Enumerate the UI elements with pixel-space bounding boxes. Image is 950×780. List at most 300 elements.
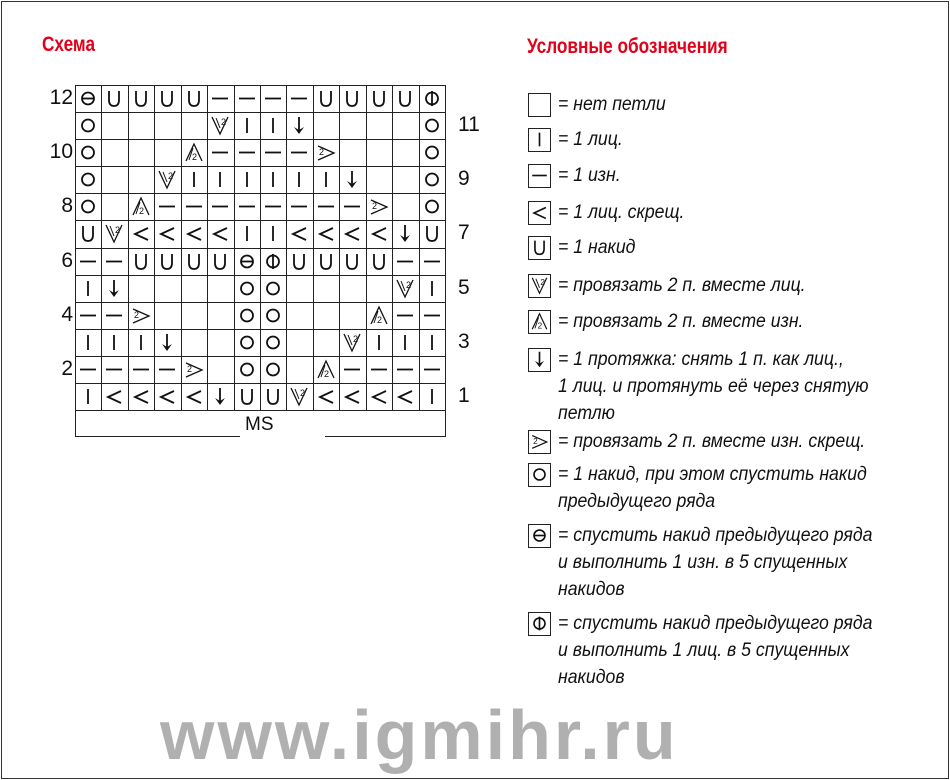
purl-icon bbox=[260, 139, 286, 166]
knit-twisted-icon bbox=[286, 220, 312, 247]
chart-cell-slip-knit-pass bbox=[207, 383, 233, 410]
no-stitch-icon bbox=[181, 302, 207, 329]
chart-cell-yarn-over-drop bbox=[75, 112, 101, 139]
knit-icon bbox=[313, 166, 339, 193]
chart-cell-knit-5-dropped bbox=[260, 248, 286, 275]
row-number: 6 bbox=[61, 248, 73, 272]
yarn-over-drop-icon bbox=[234, 275, 260, 302]
knit-2-together-icon bbox=[529, 275, 550, 296]
chart-cell-knit-twisted bbox=[154, 383, 180, 410]
chart-cell-no-stitch bbox=[207, 329, 233, 356]
purl-icon bbox=[234, 139, 260, 166]
chart-cell-no-stitch bbox=[207, 302, 233, 329]
chart-cell-purl bbox=[313, 193, 339, 220]
chart-cell-no-stitch bbox=[339, 275, 365, 302]
purl-icon bbox=[75, 356, 101, 383]
legend-symbol bbox=[528, 93, 551, 117]
chart-cell-knit bbox=[234, 112, 260, 139]
purl-icon bbox=[234, 193, 260, 220]
purl-2-together-icon bbox=[181, 139, 207, 166]
yarn-over-drop-icon bbox=[260, 302, 286, 329]
slip-knit-pass-icon bbox=[154, 329, 180, 356]
svg-text:2: 2 bbox=[191, 152, 197, 163]
svg-text:2: 2 bbox=[318, 147, 324, 158]
row-number: 10 bbox=[49, 140, 73, 164]
chart-cell-no-stitch bbox=[128, 112, 154, 139]
knit-2-together-icon bbox=[339, 329, 365, 356]
svg-text:2: 2 bbox=[133, 309, 139, 320]
chart-cell-knit-2-together bbox=[286, 383, 312, 410]
chart-cell-knit-2-together bbox=[101, 220, 127, 247]
chart-cell-yarn-over bbox=[286, 248, 312, 275]
grid-line bbox=[234, 85, 235, 410]
legend-text: = 1 изн. bbox=[558, 165, 621, 186]
chart-cell-purl-2-together bbox=[366, 302, 392, 329]
purl-icon bbox=[101, 302, 127, 329]
chart-cell-yarn-over-drop bbox=[234, 356, 260, 383]
chart-cell-knit bbox=[260, 112, 286, 139]
no-stitch-icon bbox=[128, 139, 154, 166]
no-stitch-icon bbox=[339, 139, 365, 166]
chart-cell-no-stitch bbox=[207, 275, 233, 302]
row-number: 1 bbox=[458, 383, 470, 407]
svg-text:2: 2 bbox=[168, 171, 174, 182]
purl-icon bbox=[181, 193, 207, 220]
grid-line bbox=[101, 85, 102, 410]
grid-line bbox=[313, 85, 314, 410]
yarn-over-drop-icon bbox=[75, 193, 101, 220]
chart-cell-yarn-over bbox=[339, 85, 365, 112]
yarn-over-icon bbox=[181, 85, 207, 112]
yarn-over-icon bbox=[313, 85, 339, 112]
yarn-over-icon bbox=[260, 383, 286, 410]
knit-twisted-icon bbox=[313, 383, 339, 410]
chart-cell-no-stitch bbox=[313, 112, 339, 139]
knit-icon bbox=[529, 129, 550, 150]
chart-cell-purl bbox=[366, 356, 392, 383]
no-stitch-icon bbox=[392, 193, 418, 220]
purl-icon bbox=[260, 85, 286, 112]
knit-twisted-icon bbox=[181, 220, 207, 247]
chart-cell-knit-twisted bbox=[286, 220, 312, 247]
purl-icon bbox=[207, 139, 233, 166]
chart-cell-no-stitch bbox=[366, 166, 392, 193]
chart-cell-no-stitch bbox=[286, 302, 312, 329]
chart-cell-knit-twisted bbox=[339, 220, 365, 247]
purl-icon bbox=[101, 356, 127, 383]
no-stitch-icon bbox=[366, 275, 392, 302]
chart-cell-yarn-over-drop bbox=[260, 329, 286, 356]
chart-cell-yarn-over bbox=[392, 85, 418, 112]
yarn-over-drop-icon bbox=[260, 329, 286, 356]
chart-cell-slip-knit-pass bbox=[154, 329, 180, 356]
yarn-over-drop-icon bbox=[419, 112, 445, 139]
no-stitch-icon bbox=[339, 275, 365, 302]
chart-cell-no-stitch bbox=[181, 329, 207, 356]
knit-twisted-icon bbox=[392, 383, 418, 410]
chart-cell-knit-2-together bbox=[339, 329, 365, 356]
chart-cell-no-stitch bbox=[366, 139, 392, 166]
knit-2-together-icon bbox=[154, 166, 180, 193]
legend-text: = спустить накид предыдущего ряда и выполнить 1 лиц. в 5 спущенных накидов bbox=[558, 613, 873, 688]
repeat-label: MS bbox=[245, 414, 274, 435]
purl-icon bbox=[286, 85, 312, 112]
no-stitch-icon bbox=[286, 329, 312, 356]
legend-symbol bbox=[528, 274, 551, 298]
chart-cell-yarn-over bbox=[366, 85, 392, 112]
yarn-over-icon bbox=[392, 85, 418, 112]
chart-cell-no-stitch bbox=[101, 112, 127, 139]
purl-icon bbox=[207, 85, 233, 112]
chart-cell-knit-twisted bbox=[128, 220, 154, 247]
legend-heading: Условные обозначения bbox=[527, 35, 728, 58]
yarn-over-icon bbox=[75, 220, 101, 247]
grid-line bbox=[207, 85, 208, 410]
yarn-over-drop-icon bbox=[234, 329, 260, 356]
grid-line bbox=[75, 410, 446, 411]
chart-cell-slip-knit-pass bbox=[392, 220, 418, 247]
no-stitch-icon bbox=[181, 329, 207, 356]
chart-cell-no-stitch bbox=[366, 275, 392, 302]
chart-cell-no-stitch bbox=[313, 302, 339, 329]
chart-cell-purl bbox=[339, 193, 365, 220]
legend-symbol bbox=[528, 128, 551, 152]
chart-cell-purl bbox=[339, 356, 365, 383]
svg-text:2: 2 bbox=[371, 201, 377, 212]
chart-cell-purl bbox=[260, 193, 286, 220]
purl-2-together-twisted-icon bbox=[366, 193, 392, 220]
chart-cell-purl-2-together bbox=[181, 139, 207, 166]
chart-cell-purl bbox=[392, 248, 418, 275]
knit-5-dropped-icon bbox=[529, 613, 550, 634]
chart-cell-knit-twisted bbox=[313, 220, 339, 247]
chart-cell-yarn-over-drop bbox=[234, 275, 260, 302]
legend-text: = провязать 2 п. вместе изн. bbox=[558, 311, 804, 332]
purl-icon bbox=[75, 302, 101, 329]
yarn-over-icon bbox=[128, 85, 154, 112]
chart-cell-purl bbox=[234, 139, 260, 166]
purl-icon bbox=[260, 193, 286, 220]
yarn-over-drop-icon bbox=[75, 166, 101, 193]
knit-icon bbox=[75, 329, 101, 356]
yarn-over-drop-icon bbox=[234, 356, 260, 383]
purl-icon bbox=[392, 302, 418, 329]
chart-cell-knit-twisted bbox=[181, 220, 207, 247]
grid-line bbox=[445, 85, 446, 437]
no-stitch-icon bbox=[339, 302, 365, 329]
chart-cell-knit-twisted bbox=[339, 383, 365, 410]
purl-2-together-twisted-icon bbox=[313, 139, 339, 166]
chart-cell-knit bbox=[419, 275, 445, 302]
chart-cell-knit bbox=[260, 220, 286, 247]
chart-cell-no-stitch bbox=[339, 139, 365, 166]
chart-cell-knit-twisted bbox=[181, 383, 207, 410]
no-stitch-icon bbox=[181, 275, 207, 302]
no-stitch-icon bbox=[154, 112, 180, 139]
yarn-over-icon bbox=[339, 248, 365, 275]
chart-cell-knit-2-together bbox=[392, 275, 418, 302]
chart-cell-no-stitch bbox=[181, 302, 207, 329]
no-stitch-icon bbox=[207, 302, 233, 329]
chart-cell-yarn-over-drop bbox=[260, 302, 286, 329]
chart-cell-knit-2-together bbox=[154, 166, 180, 193]
svg-text:2: 2 bbox=[353, 333, 359, 344]
slip-knit-pass-icon bbox=[101, 275, 127, 302]
chart-cell-knit bbox=[234, 220, 260, 247]
legend-text: = 1 накид bbox=[558, 237, 636, 258]
knit-twisted-icon bbox=[366, 220, 392, 247]
chart-cell-no-stitch bbox=[392, 166, 418, 193]
slip-knit-pass-icon bbox=[392, 220, 418, 247]
yarn-over-icon bbox=[128, 248, 154, 275]
chart-cell-knit bbox=[128, 329, 154, 356]
no-stitch-icon bbox=[101, 166, 127, 193]
chart-cell-knit-2-together bbox=[207, 112, 233, 139]
knit-icon bbox=[234, 112, 260, 139]
chart-cell-no-stitch bbox=[154, 275, 180, 302]
svg-text:2: 2 bbox=[537, 321, 543, 331]
yarn-over-drop-icon bbox=[419, 166, 445, 193]
chart-cell-yarn-over-drop bbox=[260, 275, 286, 302]
chart-cell-yarn-over bbox=[154, 85, 180, 112]
purl-icon bbox=[419, 356, 445, 383]
chart-cell-knit bbox=[75, 383, 101, 410]
chart-cell-knit bbox=[392, 329, 418, 356]
chart-heading: Схема bbox=[42, 33, 96, 56]
no-stitch-icon bbox=[128, 166, 154, 193]
purl-2-together-icon bbox=[366, 302, 392, 329]
knit-icon bbox=[366, 329, 392, 356]
yarn-over-icon bbox=[181, 248, 207, 275]
purl-icon bbox=[234, 85, 260, 112]
svg-text:2: 2 bbox=[533, 436, 538, 446]
chart-cell-knit-twisted bbox=[366, 383, 392, 410]
chart-cell-purl bbox=[207, 193, 233, 220]
chart-cell-purl bbox=[286, 193, 312, 220]
chart-cell-no-stitch bbox=[286, 275, 312, 302]
chart-cell-yarn-over-drop bbox=[419, 166, 445, 193]
purl-5-dropped-icon bbox=[75, 85, 101, 112]
chart-cell-purl bbox=[101, 302, 127, 329]
svg-text:2: 2 bbox=[138, 206, 144, 217]
yarn-over-drop-icon bbox=[419, 139, 445, 166]
legend-symbol bbox=[528, 236, 551, 260]
chart-cell-purl bbox=[260, 139, 286, 166]
knit-icon bbox=[75, 383, 101, 410]
no-stitch-icon bbox=[101, 193, 127, 220]
chart-cell-yarn-over bbox=[260, 383, 286, 410]
chart-cell-no-stitch bbox=[392, 193, 418, 220]
chart-cell-purl-5-dropped bbox=[75, 85, 101, 112]
knit-twisted-icon bbox=[339, 220, 365, 247]
yarn-over-icon bbox=[101, 85, 127, 112]
chart-cell-no-stitch bbox=[339, 112, 365, 139]
purl-icon bbox=[286, 193, 312, 220]
yarn-over-drop-icon bbox=[260, 275, 286, 302]
grid-line bbox=[286, 85, 287, 410]
legend-symbol bbox=[528, 524, 551, 548]
chart-cell-no-stitch bbox=[392, 112, 418, 139]
chart-cell-no-stitch bbox=[101, 139, 127, 166]
svg-text:2: 2 bbox=[221, 117, 227, 128]
slip-knit-pass-icon bbox=[207, 383, 233, 410]
no-stitch-icon bbox=[128, 275, 154, 302]
chart-cell-purl-2-together-twisted bbox=[366, 193, 392, 220]
chart-cell-purl bbox=[419, 356, 445, 383]
legend-text: = провязать 2 п. вместе лиц. bbox=[558, 275, 806, 296]
chart-cell-purl bbox=[75, 248, 101, 275]
knit-icon bbox=[260, 166, 286, 193]
chart-cell-purl bbox=[154, 193, 180, 220]
purl-5-dropped-icon bbox=[529, 525, 550, 546]
yarn-over-icon bbox=[234, 383, 260, 410]
knit-2-together-icon bbox=[392, 275, 418, 302]
chart-cell-knit bbox=[366, 329, 392, 356]
chart-cell-slip-knit-pass bbox=[101, 275, 127, 302]
chart-cell-yarn-over-drop bbox=[75, 166, 101, 193]
purl-2-together-twisted-icon bbox=[181, 356, 207, 383]
no-stitch-icon bbox=[366, 139, 392, 166]
purl-icon bbox=[339, 193, 365, 220]
no-stitch-icon bbox=[101, 112, 127, 139]
no-stitch-icon bbox=[154, 302, 180, 329]
chart-cell-no-stitch bbox=[181, 112, 207, 139]
knit-2-together-icon bbox=[207, 112, 233, 139]
knit-icon bbox=[234, 220, 260, 247]
knit-twisted-icon bbox=[128, 220, 154, 247]
knit-twisted-icon bbox=[101, 383, 127, 410]
no-stitch-icon bbox=[154, 139, 180, 166]
legend-text: = провязать 2 п. вместе изн. скрещ. bbox=[558, 431, 866, 452]
knit-twisted-icon bbox=[529, 202, 550, 223]
yarn-over-icon bbox=[313, 248, 339, 275]
chart-cell-no-stitch bbox=[207, 356, 233, 383]
chart-cell-knit-5-dropped bbox=[419, 85, 445, 112]
knit-twisted-icon bbox=[181, 383, 207, 410]
knit-icon bbox=[181, 166, 207, 193]
purl-2-together-twisted-icon bbox=[529, 431, 550, 452]
legend-text: = нет петли bbox=[558, 94, 666, 115]
chart-cell-yarn-over bbox=[128, 85, 154, 112]
no-stitch-icon bbox=[128, 112, 154, 139]
chart-cell-yarn-over-drop bbox=[234, 302, 260, 329]
chart-cell-purl bbox=[234, 193, 260, 220]
chart-cell-yarn-over bbox=[339, 248, 365, 275]
chart-cell-no-stitch bbox=[181, 275, 207, 302]
knit-icon bbox=[419, 383, 445, 410]
legend-symbol bbox=[528, 430, 551, 454]
chart-cell-purl bbox=[286, 139, 312, 166]
knit-icon bbox=[128, 329, 154, 356]
chart-cell-no-stitch bbox=[101, 166, 127, 193]
chart-cell-yarn-over bbox=[101, 85, 127, 112]
knit-icon bbox=[101, 329, 127, 356]
knit-twisted-icon bbox=[339, 383, 365, 410]
chart-cell-yarn-over-drop bbox=[234, 329, 260, 356]
slip-knit-pass-icon bbox=[339, 166, 365, 193]
chart-cell-purl-2-together-twisted bbox=[128, 302, 154, 329]
no-stitch-icon bbox=[286, 356, 312, 383]
grid-line bbox=[181, 85, 182, 410]
no-stitch-icon bbox=[154, 275, 180, 302]
purl-5-dropped-icon bbox=[234, 248, 260, 275]
chart-cell-purl bbox=[101, 248, 127, 275]
chart-cell-knit-twisted bbox=[366, 220, 392, 247]
chart-cell-knit bbox=[75, 275, 101, 302]
row-number: 3 bbox=[458, 329, 470, 353]
slip-knit-pass-icon bbox=[529, 349, 550, 370]
no-stitch-icon bbox=[181, 112, 207, 139]
chart-cell-no-stitch bbox=[128, 166, 154, 193]
no-stitch-icon bbox=[313, 275, 339, 302]
chart-cell-no-stitch bbox=[286, 329, 312, 356]
svg-text:2: 2 bbox=[323, 368, 329, 379]
legend-symbol bbox=[528, 612, 551, 636]
knit-icon bbox=[260, 112, 286, 139]
grid-line bbox=[366, 85, 367, 410]
no-stitch-icon bbox=[392, 166, 418, 193]
knit-twisted-icon bbox=[128, 383, 154, 410]
no-stitch-icon bbox=[339, 112, 365, 139]
chart-cell-knit bbox=[260, 166, 286, 193]
chart-cell-yarn-over bbox=[313, 85, 339, 112]
no-stitch-icon bbox=[392, 112, 418, 139]
yarn-over-icon bbox=[366, 85, 392, 112]
purl-icon bbox=[392, 248, 418, 275]
chart-cell-knit bbox=[207, 166, 233, 193]
no-stitch-icon bbox=[207, 275, 233, 302]
knit-icon bbox=[207, 166, 233, 193]
chart-cell-no-stitch bbox=[286, 356, 312, 383]
svg-text:2: 2 bbox=[115, 225, 121, 236]
chart-cell-purl bbox=[75, 302, 101, 329]
chart-cell-purl-2-together bbox=[313, 356, 339, 383]
chart-cell-no-stitch bbox=[154, 302, 180, 329]
purl-icon bbox=[313, 193, 339, 220]
chart-cell-yarn-over-drop bbox=[419, 139, 445, 166]
chart-cell-purl-2-together bbox=[128, 193, 154, 220]
legend-symbol bbox=[528, 310, 551, 334]
yarn-over-drop-icon bbox=[234, 302, 260, 329]
chart-cell-purl bbox=[419, 248, 445, 275]
row-number: 2 bbox=[61, 356, 73, 380]
no-stitch-icon bbox=[207, 356, 233, 383]
chart-cell-knit-twisted bbox=[154, 220, 180, 247]
yarn-over-drop-icon bbox=[75, 139, 101, 166]
chart-cell-yarn-over bbox=[75, 220, 101, 247]
chart-cell-purl bbox=[75, 356, 101, 383]
yarn-over-icon bbox=[154, 248, 180, 275]
chart-cell-yarn-over-drop bbox=[75, 139, 101, 166]
legend-text: = 1 накид, при этом спустить накид предыдущего ряда bbox=[558, 464, 867, 512]
knit-icon bbox=[286, 166, 312, 193]
knit-icon bbox=[392, 329, 418, 356]
chart-cell-no-stitch bbox=[128, 139, 154, 166]
row-number: 4 bbox=[61, 302, 73, 326]
chart-cell-no-stitch bbox=[101, 193, 127, 220]
chart-cell-purl bbox=[392, 356, 418, 383]
chart-cell-purl bbox=[207, 139, 233, 166]
chart-cell-yarn-over bbox=[154, 248, 180, 275]
yarn-over-icon bbox=[419, 220, 445, 247]
purl-icon bbox=[286, 139, 312, 166]
grid-line bbox=[260, 85, 261, 410]
grid-line bbox=[75, 85, 76, 437]
chart-cell-purl bbox=[419, 302, 445, 329]
legend-text: = спустить накид предыдущего ряда и выполнить 1 изн. в 5 спущенных накидов bbox=[558, 525, 873, 600]
chart-cell-yarn-over-drop bbox=[419, 112, 445, 139]
svg-text:2: 2 bbox=[376, 314, 382, 325]
